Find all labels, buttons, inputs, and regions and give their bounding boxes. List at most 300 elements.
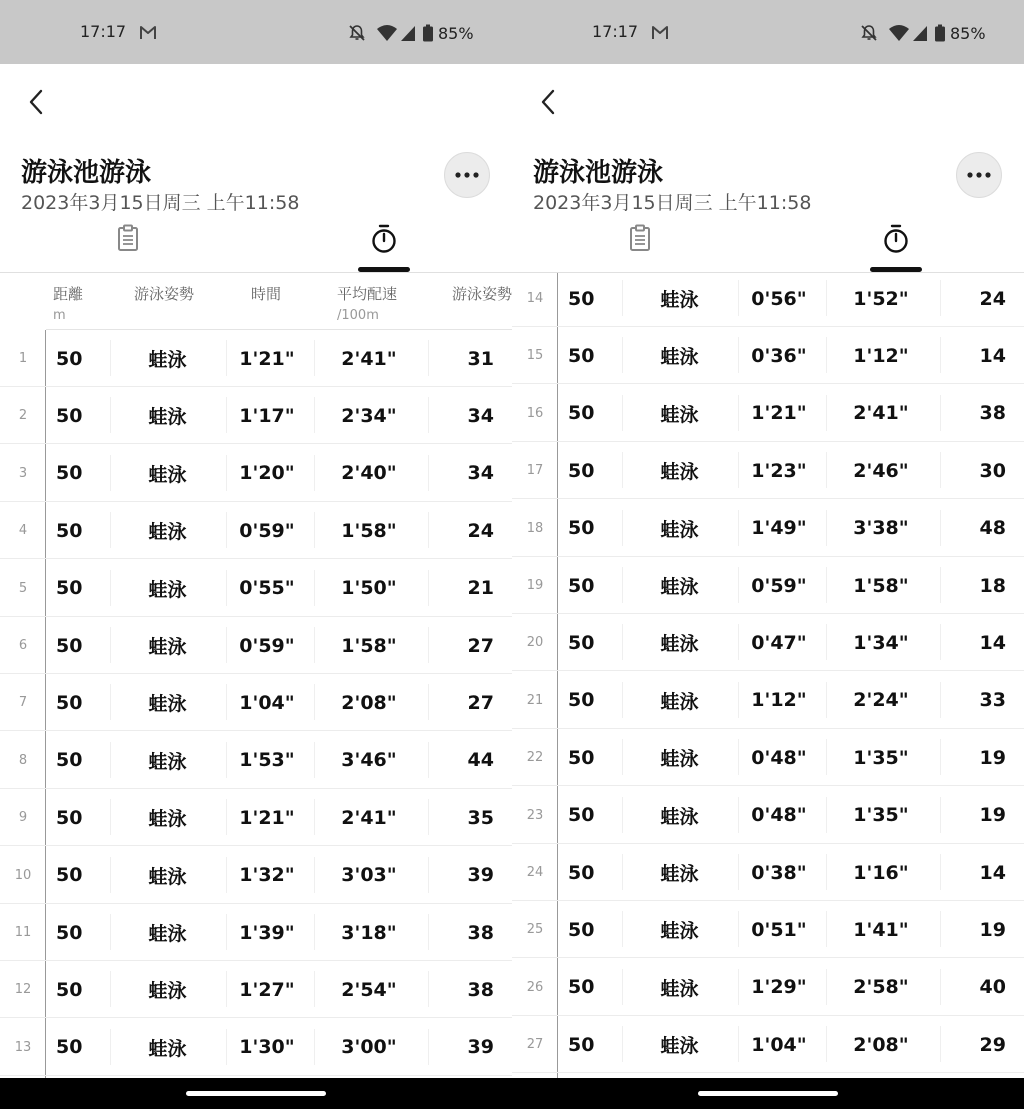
lap-distance: 50 <box>568 976 595 999</box>
lap-number: 2 <box>18 408 28 424</box>
lap-pace: 2'58" <box>853 976 909 999</box>
lap-distance: 50 <box>568 631 595 654</box>
cell-divider <box>940 624 941 660</box>
status-time: 17:17 <box>80 22 127 41</box>
lap-row[interactable] <box>512 273 1024 327</box>
cell-divider <box>622 395 623 431</box>
lap-time: 1'20" <box>239 462 295 485</box>
cell-divider <box>110 1029 111 1065</box>
lap-pace: 3'46" <box>341 749 397 772</box>
cell-divider <box>940 854 941 890</box>
lap-number: 18 <box>526 520 544 536</box>
cell-divider <box>826 739 827 775</box>
cell-divider <box>826 452 827 488</box>
cell-divider <box>940 395 941 431</box>
cell-divider <box>622 797 623 833</box>
column-header-stroke: 游泳姿勢 <box>134 285 195 303</box>
cell-divider <box>314 742 315 778</box>
lap-row[interactable] <box>512 672 1024 729</box>
column-header-time: 時間 <box>251 285 282 303</box>
cell-divider <box>314 512 315 548</box>
lap-distance: 50 <box>56 404 83 427</box>
lap-stroke-count: 40 <box>979 976 1006 999</box>
cell-divider <box>826 969 827 1005</box>
cell-divider <box>428 971 429 1007</box>
lap-time: 0'48" <box>751 804 807 827</box>
lap-number: 19 <box>526 578 544 593</box>
cell-divider <box>428 799 429 835</box>
lap-pace: 1'34" <box>853 631 909 654</box>
lap-time: 0'48" <box>751 746 807 769</box>
status-bar <box>512 0 1024 64</box>
lap-stroke: 蛙泳 <box>660 748 699 771</box>
cell-divider <box>226 570 227 606</box>
lap-time: 1'12" <box>751 689 807 712</box>
lap-number: 6 <box>18 638 28 653</box>
lap-number: 4 <box>18 523 28 539</box>
lap-stroke-count: 24 <box>979 287 1006 310</box>
lap-pace: 2'24" <box>853 689 909 712</box>
lap-time: 1'27" <box>239 978 295 1001</box>
cell-divider <box>826 510 827 546</box>
cell-divider <box>622 682 623 718</box>
lap-row[interactable] <box>512 385 1024 442</box>
lap-stroke: 蛙泳 <box>148 750 187 773</box>
lap-time: 1'04" <box>239 691 295 714</box>
lap-pace: 2'41" <box>853 402 909 425</box>
cell-divider <box>428 857 429 893</box>
cell-divider <box>314 627 315 663</box>
lap-pace: 1'58" <box>341 634 397 657</box>
column-headers <box>0 273 512 330</box>
lap-time: 0'59" <box>239 519 295 542</box>
clipboard-icon <box>629 224 651 252</box>
cell-divider <box>738 969 739 1005</box>
lap-pace: 2'08" <box>853 1033 909 1056</box>
cell-divider <box>110 914 111 950</box>
lap-stroke: 蛙泳 <box>660 289 699 311</box>
lap-pace: 2'41" <box>341 347 397 370</box>
lap-stroke: 蛙泳 <box>148 693 187 716</box>
lap-stroke-count: 18 <box>979 574 1006 597</box>
cell-divider <box>110 570 111 606</box>
lap-time: 0'36" <box>751 344 807 367</box>
lap-stroke-count: 14 <box>979 861 1006 884</box>
cell-divider <box>314 397 315 433</box>
lap-row[interactable] <box>0 330 512 387</box>
column-header-pace: 平均配速 <box>337 285 398 303</box>
navigation-bar <box>0 1078 512 1109</box>
lap-distance: 50 <box>56 1036 83 1059</box>
tab-laps[interactable] <box>358 224 410 272</box>
lap-number: 1 <box>18 351 28 366</box>
lap-stroke: 蛙泳 <box>148 349 187 371</box>
cell-divider <box>428 340 429 376</box>
lap-stroke: 蛙泳 <box>660 633 699 656</box>
cell-divider <box>110 455 111 491</box>
lap-stroke: 蛙泳 <box>660 576 699 598</box>
workout-datetime: 2023年3月15日周三 上午11:58 <box>533 192 812 214</box>
lap-row[interactable] <box>512 901 1024 958</box>
lap-distance: 50 <box>568 287 595 310</box>
lap-time: 0'59" <box>239 634 295 657</box>
lap-time: 0'59" <box>751 574 807 597</box>
lap-number: 5 <box>18 580 28 596</box>
cell-divider <box>226 627 227 663</box>
lap-pace: 1'52" <box>853 287 909 310</box>
lap-pace: 3'38" <box>853 517 909 540</box>
lap-stroke: 蛙泳 <box>660 1035 699 1058</box>
lap-distance: 50 <box>568 402 595 425</box>
lap-number: 17 <box>526 463 544 479</box>
cell-divider <box>940 337 941 373</box>
lap-time: 1'49" <box>751 517 807 540</box>
gmail-icon <box>139 24 157 41</box>
lap-distance: 50 <box>56 634 83 657</box>
lap-row[interactable] <box>512 844 1024 901</box>
cell-divider <box>826 854 827 890</box>
cell-divider <box>738 682 739 718</box>
lap-row[interactable] <box>0 617 512 674</box>
lap-number: 13 <box>14 1039 32 1055</box>
cell-divider <box>738 452 739 488</box>
lap-time: 0'47" <box>751 631 807 654</box>
cell-divider <box>226 971 227 1007</box>
lap-stroke-count: 29 <box>979 1033 1006 1056</box>
cell-divider <box>826 1026 827 1062</box>
cell-divider <box>738 911 739 947</box>
cell-divider <box>622 567 623 603</box>
lap-stroke-count: 14 <box>979 344 1006 367</box>
lap-distance: 50 <box>56 921 83 944</box>
lap-stroke-count: 19 <box>979 918 1006 941</box>
cell-divider <box>826 280 827 316</box>
lap-stroke-count: 30 <box>979 459 1006 482</box>
cell-divider <box>826 395 827 431</box>
lap-number: 12 <box>14 982 32 998</box>
lap-row[interactable] <box>512 500 1024 557</box>
lap-distance: 50 <box>568 344 595 367</box>
lap-stroke-count: 48 <box>979 517 1006 540</box>
lap-distance: 50 <box>56 462 83 485</box>
cell-divider <box>738 337 739 373</box>
lap-distance: 50 <box>56 978 83 1001</box>
cell-divider <box>314 684 315 720</box>
cell-divider <box>622 337 623 373</box>
lap-row[interactable] <box>0 789 512 846</box>
lap-distance: 50 <box>568 517 595 540</box>
lap-stroke-count: 38 <box>979 402 1006 425</box>
page-title: 游泳池游泳 <box>533 158 664 188</box>
cell-divider <box>428 627 429 663</box>
chevron-left-icon <box>28 89 44 115</box>
lap-number: 25 <box>526 922 544 938</box>
lap-stroke-count: 33 <box>979 689 1006 712</box>
lap-stroke: 蛙泳 <box>660 461 699 484</box>
lap-stroke-count: 19 <box>979 746 1006 769</box>
cell-divider <box>940 797 941 833</box>
lap-row[interactable] <box>0 1019 512 1076</box>
status-bar <box>0 0 512 64</box>
status-icons <box>348 22 474 44</box>
lap-stroke: 蛙泳 <box>660 403 699 426</box>
cell-divider <box>826 337 827 373</box>
laps-table[interactable] <box>0 330 512 1078</box>
lap-stroke: 蛙泳 <box>148 463 187 486</box>
lap-stroke-count: 38 <box>467 978 494 1001</box>
lap-pace: 2'08" <box>341 691 397 714</box>
lap-row[interactable] <box>512 614 1024 671</box>
cell-divider <box>226 742 227 778</box>
cell-divider <box>226 799 227 835</box>
lap-stroke-count: 44 <box>467 749 494 772</box>
battery-icon <box>934 24 946 42</box>
home-gesture-handle[interactable] <box>186 1091 326 1096</box>
lap-pace: 2'46" <box>853 459 909 482</box>
cell-divider <box>738 280 739 316</box>
lap-stroke: 蛙泳 <box>660 977 699 1000</box>
lap-row[interactable] <box>0 847 512 904</box>
lap-row[interactable] <box>512 1016 1024 1073</box>
lap-pace: 1'12" <box>853 344 909 367</box>
lap-time: 1'21" <box>751 402 807 425</box>
cell-divider <box>314 570 315 606</box>
lap-stroke: 蛙泳 <box>660 346 699 369</box>
lap-number: 9 <box>18 810 28 826</box>
lap-row[interactable] <box>512 729 1024 786</box>
lap-row[interactable] <box>0 674 512 731</box>
cell-divider <box>110 799 111 835</box>
cell-divider <box>826 797 827 833</box>
lap-pace: 2'54" <box>341 978 397 1001</box>
lap-stroke: 蛙泳 <box>660 690 699 713</box>
status-time: 17:17 <box>592 22 639 41</box>
lap-stroke: 蛙泳 <box>148 980 187 1003</box>
lap-time: 0'38" <box>751 861 807 884</box>
lap-number: 3 <box>18 465 28 481</box>
cell-divider <box>226 1029 227 1065</box>
cell-divider <box>428 455 429 491</box>
cell-divider <box>314 1029 315 1065</box>
lap-number: 8 <box>18 752 28 768</box>
bell-off-icon <box>348 24 366 42</box>
lap-number: 27 <box>526 1037 544 1053</box>
cell-divider <box>738 854 739 890</box>
status-icons <box>860 22 986 44</box>
cell-divider <box>738 510 739 546</box>
cell-divider <box>738 395 739 431</box>
lap-pace: 3'03" <box>341 864 397 887</box>
lap-distance: 50 <box>568 459 595 482</box>
cell-divider <box>738 567 739 603</box>
cell-divider <box>110 512 111 548</box>
more-options-button[interactable] <box>444 152 490 198</box>
lap-number: 22 <box>526 750 544 766</box>
app-bar <box>512 64 1024 274</box>
lap-number: 23 <box>526 807 544 823</box>
home-gesture-handle[interactable] <box>698 1091 838 1096</box>
more-horizontal-icon <box>967 172 991 178</box>
lap-distance: 50 <box>56 347 83 370</box>
cell-divider <box>110 857 111 893</box>
lap-stroke: 蛙泳 <box>148 636 187 658</box>
battery-icon <box>422 24 434 42</box>
lap-distance: 50 <box>56 691 83 714</box>
cell-divider <box>940 567 941 603</box>
stopwatch-icon <box>371 224 397 254</box>
lap-stroke: 蛙泳 <box>148 406 187 429</box>
lap-distance: 50 <box>568 804 595 827</box>
lap-pace: 2'34" <box>341 404 397 427</box>
column-unit-pace: /100m <box>337 308 379 323</box>
cell-divider <box>940 911 941 947</box>
lap-pace: 2'40" <box>341 462 397 485</box>
screen-right <box>512 0 1024 1109</box>
cell-divider <box>226 684 227 720</box>
tab-summary[interactable] <box>614 224 666 272</box>
lap-stroke: 蛙泳 <box>660 863 699 885</box>
cell-divider <box>738 1026 739 1062</box>
lap-time: 1'04" <box>751 1033 807 1056</box>
lap-row[interactable] <box>0 387 512 444</box>
lap-pace: 2'41" <box>341 806 397 829</box>
lap-row[interactable] <box>0 502 512 559</box>
wifi-icon <box>376 24 398 42</box>
lap-stroke-count: 31 <box>467 347 494 370</box>
cell-divider <box>428 570 429 606</box>
more-options-button[interactable] <box>956 152 1002 198</box>
cell-signal-icon <box>400 24 416 42</box>
back-button[interactable] <box>528 84 568 120</box>
cell-divider <box>226 512 227 548</box>
lap-row[interactable] <box>512 327 1024 384</box>
lap-number: 20 <box>526 635 544 651</box>
lap-row[interactable] <box>512 959 1024 1016</box>
lap-stroke: 蛙泳 <box>660 518 699 541</box>
lap-stroke: 蛙泳 <box>660 805 699 828</box>
lap-stroke: 蛙泳 <box>148 865 187 888</box>
gmail-icon <box>651 24 669 41</box>
cell-divider <box>826 567 827 603</box>
lap-time: 1'21" <box>239 347 295 370</box>
lap-pace: 1'58" <box>341 519 397 542</box>
cell-divider <box>226 397 227 433</box>
lap-number: 11 <box>14 925 32 940</box>
lap-number: 10 <box>14 867 32 883</box>
tab-summary[interactable] <box>102 224 154 272</box>
cell-divider <box>314 971 315 1007</box>
lap-pace: 3'00" <box>341 1036 397 1059</box>
bell-off-icon <box>860 24 878 42</box>
page-title: 游泳池游泳 <box>21 158 152 188</box>
cell-divider <box>940 280 941 316</box>
lap-row[interactable] <box>0 732 512 789</box>
lap-row[interactable] <box>0 445 512 502</box>
lap-distance: 50 <box>56 749 83 772</box>
cell-divider <box>940 969 941 1005</box>
cell-signal-icon <box>912 24 928 42</box>
laps-table[interactable] <box>512 273 1024 1078</box>
lap-time: 1'23" <box>751 459 807 482</box>
cell-divider <box>428 512 429 548</box>
cell-divider <box>226 857 227 893</box>
cell-divider <box>940 739 941 775</box>
cell-divider <box>314 857 315 893</box>
cell-divider <box>940 1026 941 1062</box>
more-horizontal-icon <box>455 172 479 178</box>
cell-divider <box>826 682 827 718</box>
lap-number: 15 <box>526 348 544 364</box>
lap-distance: 50 <box>568 574 595 597</box>
column-header-stroke-count: 游泳姿勢 <box>452 285 512 303</box>
cell-divider <box>226 914 227 950</box>
lap-distance: 50 <box>568 746 595 769</box>
lap-stroke-count: 34 <box>467 404 494 427</box>
cell-divider <box>110 627 111 663</box>
lap-distance: 50 <box>56 519 83 542</box>
cell-divider <box>826 624 827 660</box>
lap-row[interactable] <box>512 787 1024 844</box>
lap-row[interactable] <box>0 560 512 617</box>
cell-divider <box>226 340 227 376</box>
lap-row[interactable] <box>512 557 1024 614</box>
app-bar <box>0 64 512 274</box>
lap-stroke-count: 39 <box>467 864 494 887</box>
lap-stroke-count: 38 <box>467 921 494 944</box>
lap-row[interactable] <box>512 442 1024 499</box>
lap-distance: 50 <box>56 864 83 887</box>
stopwatch-icon <box>883 224 909 254</box>
tab-laps[interactable] <box>870 224 922 272</box>
lap-time: 0'51" <box>751 918 807 941</box>
lap-time: 1'17" <box>239 404 295 427</box>
lap-pace: 1'35" <box>853 804 909 827</box>
cell-divider <box>940 682 941 718</box>
lap-time: 1'39" <box>239 921 295 944</box>
lap-number: 14 <box>526 291 544 306</box>
lap-distance: 50 <box>568 861 595 884</box>
lap-time: 1'29" <box>751 976 807 999</box>
lap-number: 24 <box>526 865 544 880</box>
lap-stroke-count: 34 <box>467 462 494 485</box>
lap-distance: 50 <box>56 577 83 600</box>
lap-distance: 50 <box>56 806 83 829</box>
lap-number: 16 <box>526 405 544 421</box>
lap-number: 7 <box>18 695 28 711</box>
lap-stroke-count: 21 <box>467 577 494 600</box>
lap-stroke: 蛙泳 <box>148 923 187 945</box>
cell-divider <box>428 1029 429 1065</box>
lap-stroke-count: 19 <box>979 804 1006 827</box>
back-button[interactable] <box>16 84 56 120</box>
cell-divider <box>738 624 739 660</box>
lap-number: 21 <box>526 692 544 708</box>
cell-divider <box>940 452 941 488</box>
battery-percent: 85% <box>950 23 986 43</box>
lap-time: 1'21" <box>239 806 295 829</box>
lap-pace: 3'18" <box>341 921 397 944</box>
cell-divider <box>622 452 623 488</box>
cell-divider <box>110 742 111 778</box>
cell-divider <box>314 455 315 491</box>
cell-divider <box>622 854 623 890</box>
lap-row[interactable] <box>0 961 512 1018</box>
lap-row[interactable] <box>0 904 512 961</box>
wifi-icon <box>888 24 910 42</box>
cell-divider <box>428 914 429 950</box>
cell-divider <box>110 971 111 1007</box>
lap-distance: 50 <box>568 1033 595 1056</box>
